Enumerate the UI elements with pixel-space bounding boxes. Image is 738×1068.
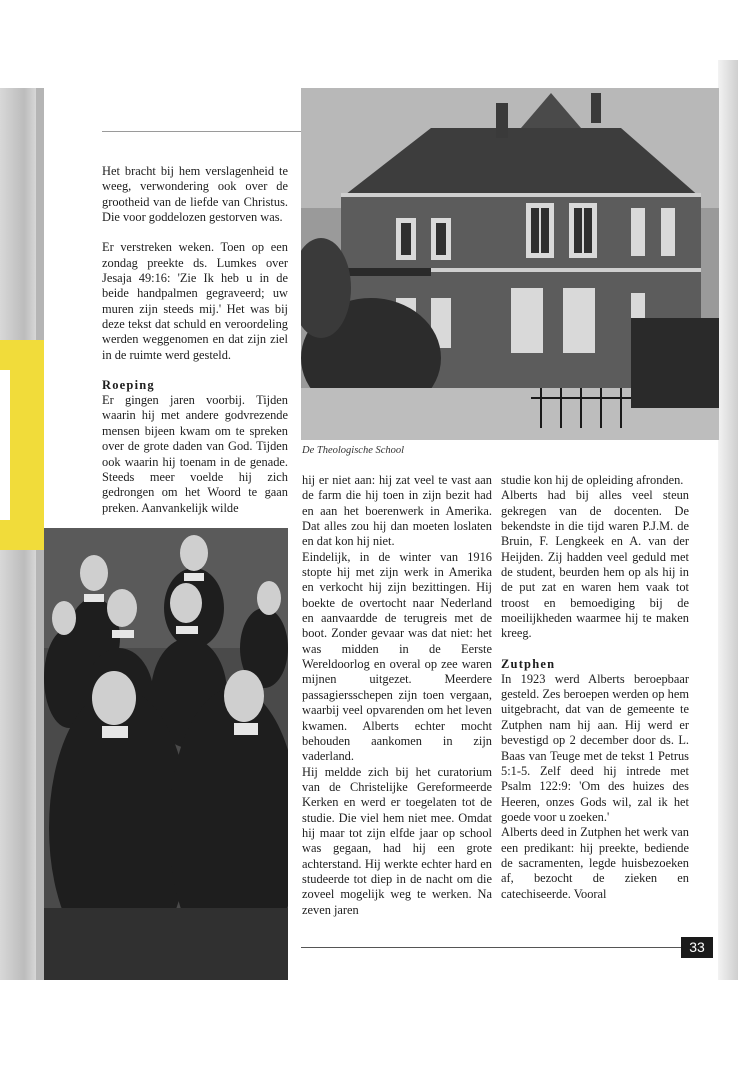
col2-paragraph-2: Eindelijk, in de winter van 1916 stopte hij met zijn werk in Amerika en verkocht hij zijn bezittingen. Hij boekte de overtocht naar Nederland en aanvaardde de terugreis met de boot. Zonder gevaar was dat niet: het was midden in de Eerste Wereldoorlog en overal op zee waren mijnen uitgezet. Meerdere passagiersschepen zijn toen vergaan, waarbij veel opvarenden om het leven kwamen. Alberts echter mocht behouden aankomen in zijn vaderland. (302, 549, 492, 764)
top-rule (102, 131, 302, 132)
theological-school-image (301, 88, 719, 440)
column-2 (302, 473, 492, 918)
bottom-rule (301, 947, 681, 948)
page-number: 33 (681, 937, 713, 958)
col2-paragraph-1: hij er niet aan: hij zat veel te vast aan de farm die hij toen in zijn bezit had en aan het boerenwerk in Amerika. Dat alles zou hij dan moeten loslaten en dat kon hij niet. (302, 473, 492, 549)
col2-paragraph-3: Hij meldde zich bij het curatorium van de Christelijke Gereformeerde Kerken en werd er toegelaten tot de studie. Die viel hem niet mee. Omdat hij maar tot zijn elfde jaar op school was gegaan, had hij een grote achterstand. Hij werkte echter hard en studeerde tot diep in de nacht om die zoveel mogelijk weg te werken. Na zeven jaren (302, 764, 492, 917)
page-right-edge (718, 60, 738, 980)
group-portrait-image (44, 528, 288, 980)
column-1 (102, 164, 288, 516)
col3-paragraph-2: Alberts had bij alles veel steun gekregen van de docenten. De bekendste in die tijd waren P.J.M. de Bruin, F. Lengkeek en A. van der Heijden. Zij hadden veel geduld met de student, beurden hem op als hij in de put zat en waren hem vaak tot troost en bemoediging bij de moeilijkheden waarmee hij te maken kreeg. (501, 488, 689, 641)
group-portrait-photo (44, 528, 288, 980)
col1-paragraph-1: Het bracht bij hem verslagenheid te weeg, verwondering ook over de grootheid van de liefde van Christus. Die voor goddelozen gestorven was. (102, 164, 288, 225)
heading-zutphen: Zutphen (501, 656, 556, 671)
col3-paragraph-3: In 1923 werd Alberts beroepbaar gesteld. Zes beroepen werden op hem uitgebracht, dat van de gemeente te Zutphen nam hij aan. Hij werd er bevestigd op 2 december door ds. L. Baas van Teuge met de tekst 1 Petrus 5:1-5. Zelf deed hij intrede met Psalm 122:9: 'Om des huizes des Heeren, onzes Gods wil, zal ik het goede voor u zoeken.' (501, 671, 689, 824)
col1-paragraph-3: Er gingen jaren voorbij. Tijden waarin hij met andere godvrezende mensen bijeen kwam om te spreken over de grote daden van God. Tijden ook waarin hij toenam in de genade. Steeds meer voelde hij zich gedrongen om het Woord te gaan preken. Aanvankelijk wilde (102, 393, 288, 515)
col3-paragraph-1: studie kon hij de opleiding afronden. (501, 473, 684, 487)
heading-roeping: Roeping (102, 378, 155, 393)
col3-paragraph-4: Alberts deed in Zutphen het werk van een predikant: hij preekte, bediende de sacramenten, legde huisbezoeken af, bezocht de zieken en catechiseerde. Vooral (501, 825, 689, 901)
col1-paragraph-2: Er verstreken weken. Toen op een zondag preekte ds. Lumkes over Jesaja 49:16: 'Zie Ik heb u in de beide handpalmen gegraveerd; uw muren zijn steeds mij.' Het was bij deze tekst dat schuld en veroordeling werden weggenomen en dat zijn ziel in de ruimte werd gesteld. (102, 240, 288, 362)
column-3 (501, 473, 689, 902)
theological-school-photo (301, 88, 719, 440)
photo-caption: De Theologische School (302, 445, 405, 456)
yellow-band-notch (0, 370, 10, 520)
